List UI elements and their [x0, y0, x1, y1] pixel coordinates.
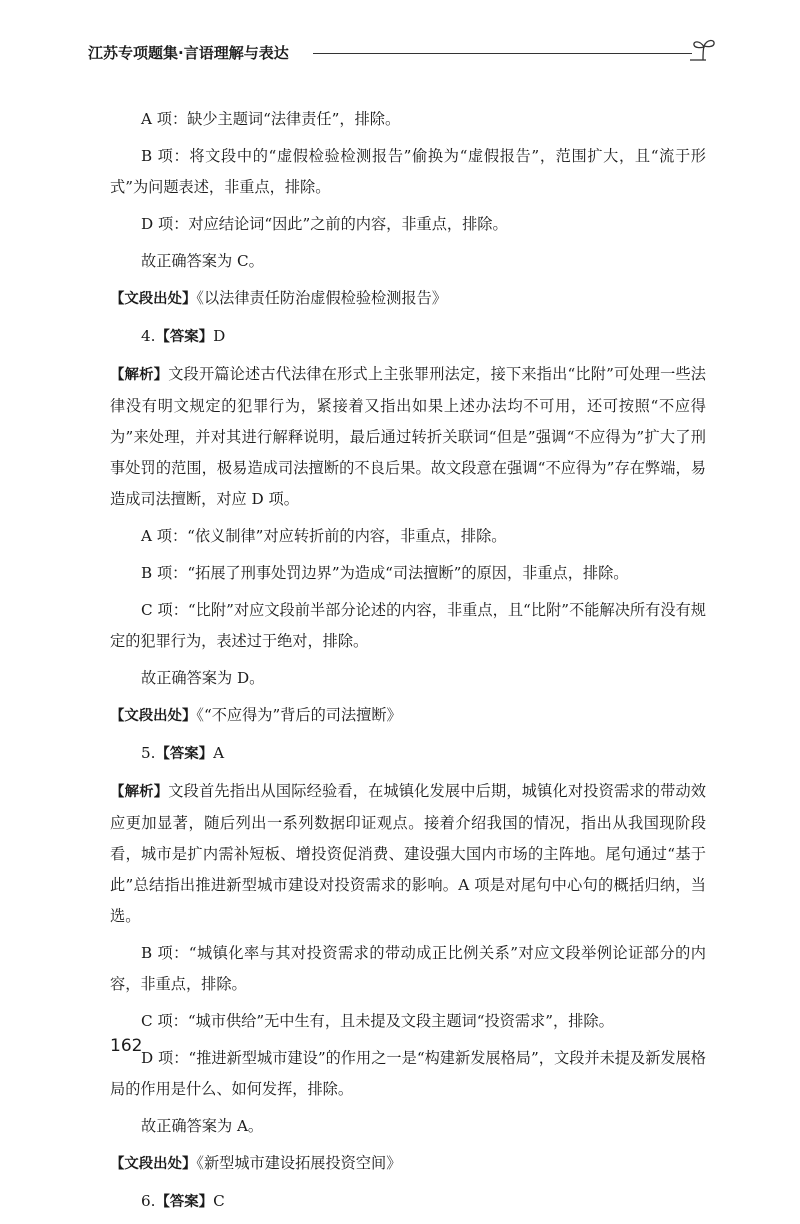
paragraph: 故正确答案为 C。 — [141, 252, 264, 270]
paragraph: B 项：将文段中的“虚假检验检测报告”偷换为“虚假报告”，范围扩大，且“流于形式”为问题表述，非重点，排除。 — [110, 147, 706, 196]
paragraph: 故正确答案为 D。 — [141, 669, 265, 687]
header-rule — [313, 53, 692, 54]
paragraph: C 项：“比附”对应文段前半部分论述的内容，非重点，且“比附”不能解决所有没有规定的犯罪行为，表述过于绝对，排除。 — [110, 601, 706, 650]
answer-line: 4.【答案】D — [141, 327, 226, 345]
source-label: 【文段出处】 — [110, 291, 197, 307]
paragraph: D 项：“推进新型城市建设”的作用之一是“构建新发展格局”，文段并未提及新发展格局的作用是什么、如何发挥，排除。 — [110, 1049, 706, 1098]
source-label: 【文段出处】 — [110, 708, 197, 724]
paragraph: A 项：缺少主题词“法律责任”，排除。 — [141, 110, 401, 128]
analysis-label: 【解析】 — [110, 367, 169, 383]
answer-label: 【答案】 — [155, 329, 214, 345]
paragraph: 故正确答案为 A。 — [141, 1117, 264, 1135]
page-content — [110, 104, 706, 1224]
paragraph: A 项：“依义制律”对应转折前的内容，非重点，排除。 — [141, 527, 507, 545]
analysis-label: 【解析】 — [110, 784, 169, 800]
paragraph: B 项：“城镇化率与其对投资需求的带动成正比例关系”对应文段举例论证部分的内容，非重点，排除。 — [110, 944, 706, 993]
sprout-icon — [688, 36, 718, 64]
header-title: 江苏专项题集·言语理解与表达 — [88, 44, 289, 62]
running-header — [88, 34, 720, 68]
source-line: 【文段出处】《以法律责任防治虚假检验检测报告》 — [110, 289, 447, 307]
answer-label: 【答案】 — [155, 1194, 214, 1210]
paragraph: D 项：对应结论词“因此”之前的内容，非重点，排除。 — [141, 215, 508, 233]
answer-line: 5.【答案】A — [141, 744, 225, 762]
source-label: 【文段出处】 — [110, 1156, 197, 1172]
source-line: 【文段出处】《“不应得为”背后的司法擅断》 — [110, 706, 402, 724]
analysis-paragraph: 【解析】文段开篇论述古代法律在形式上主张罪刑法定，接下来指出“比附”可处理一些法律没有明文规定的犯罪行为，紧接着又指出如果上述办法均不可用，还可按照“不应得为”来处理，并对其进行解释说明，最后通过转折关联词“但是”强调“不应得为”扩大了刑事处罚的范围，极易造成司法擅断的不良后果。故文段意在强调“不应得为”存在弊端，易造成司法擅断，对应 D 项。 — [110, 365, 706, 508]
analysis-paragraph: 【解析】文段首先指出从国际经验看，在城镇化发展中后期，城镇化对投资需求的带动效应更加显著，随后列出一系列数据印证观点。接着介绍我国的情况，指出从我国现阶段看，城市是扩内需补短板、增投资促消费、建设强大国内市场的主阵地。尾句通过“基于此”总结指出推进新型城市建设对投资需求的影响。A 项是对尾句中心句的概括归纳，当选。 — [110, 782, 706, 925]
answer-line: 6.【答案】C — [141, 1192, 225, 1210]
paragraph: C 项：“城市供给”无中生有，且未提及文段主题词“投资需求”，排除。 — [141, 1012, 614, 1030]
answer-label: 【答案】 — [155, 746, 214, 762]
paragraph: B 项：“拓展了刑事处罚边界”为造成“司法擅断”的原因，非重点，排除。 — [141, 564, 629, 582]
source-line: 【文段出处】《新型城市建设拓展投资空间》 — [110, 1154, 402, 1172]
page-number: 162 — [110, 1036, 143, 1056]
